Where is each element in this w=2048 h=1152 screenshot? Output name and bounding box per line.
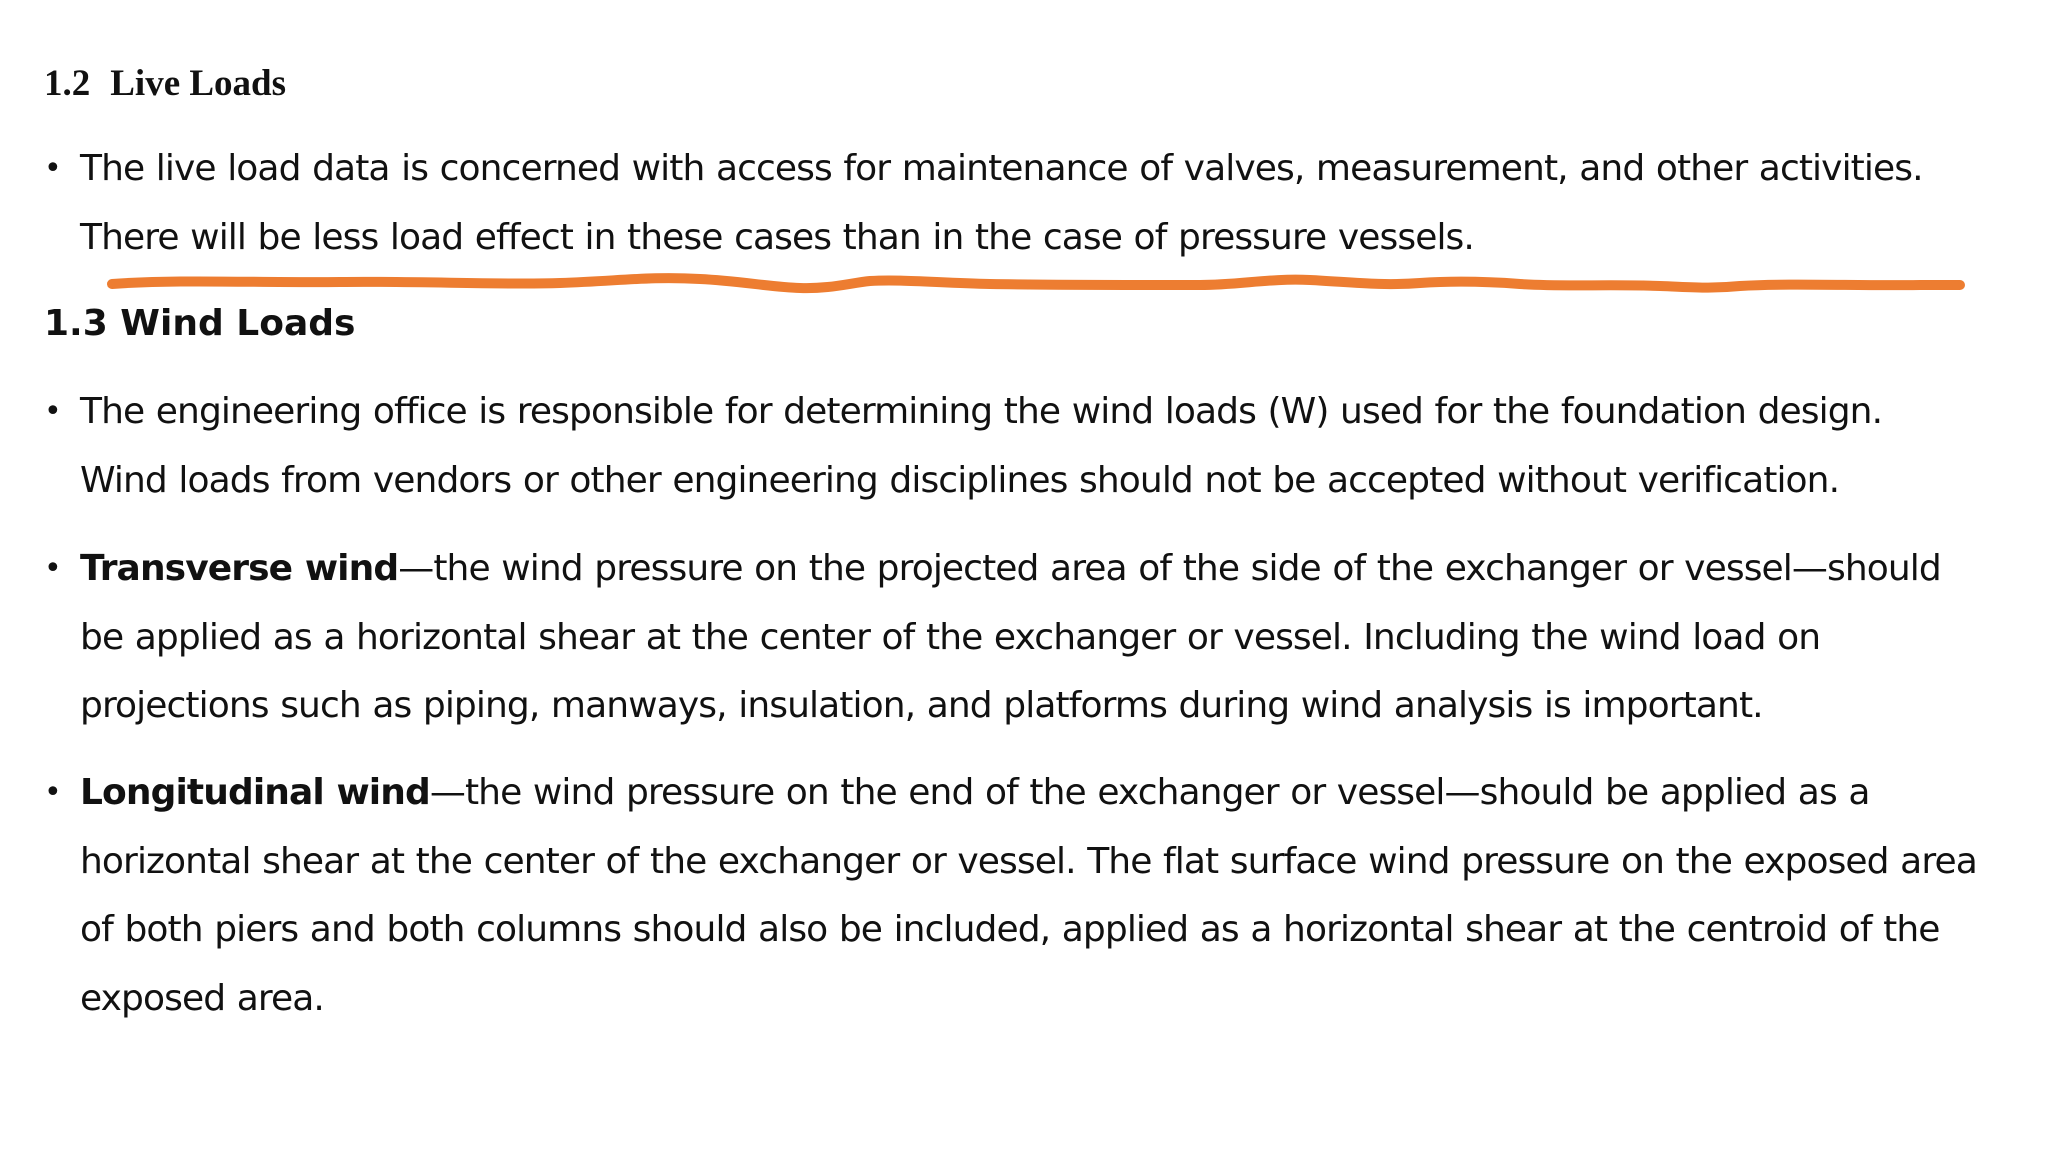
text-line: There will be less load effect in these cases than in the case of pressure vessels. (80, 216, 1474, 258)
text-line: of both piers and both columns should also be included, applied as a horizontal shear at the centroid of the (80, 909, 1940, 950)
term-definition: —the wind pressure on the end of the exchanger or vessel—should be applied as a (429, 772, 1870, 813)
bullet-icon: • (44, 151, 62, 186)
bullet-icon: • (44, 551, 62, 586)
bullet-icon: • (44, 775, 62, 810)
text-line: exposed area. (80, 977, 324, 1019)
text-line: horizontal shear at the center of the exchanger or vessel. The flat surface wind pressure on the exposed area (80, 840, 1977, 882)
text-line: The live load data is concerned with access for maintenance of valves, measurement, and other activities. (80, 148, 1923, 189)
text-line (80, 535, 2020, 604)
section-heading-live-loads (44, 60, 286, 108)
list-item-live-load (44, 135, 2020, 272)
list-item-wind-loads (44, 378, 2020, 515)
term-longitudinal-wind: Longitudinal wind (80, 772, 430, 813)
text-line: be applied as a horizontal shear at the center of the exchanger or vessel. Including the wind load on (80, 616, 1821, 658)
text-line: projections such as piping, manways, insulation, and platforms during wind analysis is important. (80, 685, 1763, 726)
section-number: 1.2 (44, 63, 91, 104)
list-item-longitudinal-wind (44, 759, 2020, 1033)
underline-stroke (112, 278, 1960, 288)
section-title: Live Loads (110, 63, 287, 104)
term-transverse-wind: Transverse wind (80, 548, 399, 589)
text-line: Wind loads from vendors or other engineering disciplines should not be accepted without verification. (80, 459, 1840, 501)
text-line: The engineering office is responsible for determining the wind loads (W) used for the foundation design. (80, 391, 1883, 432)
text-line (80, 759, 2020, 828)
term-definition: —the wind pressure on the projected area of the side of the exchanger or vessel—should (398, 548, 1941, 589)
section-heading-wind-loads: 1.3 Wind Loads (44, 303, 356, 344)
list-item-transverse-wind (44, 535, 2020, 741)
bullet-icon: • (44, 394, 62, 429)
